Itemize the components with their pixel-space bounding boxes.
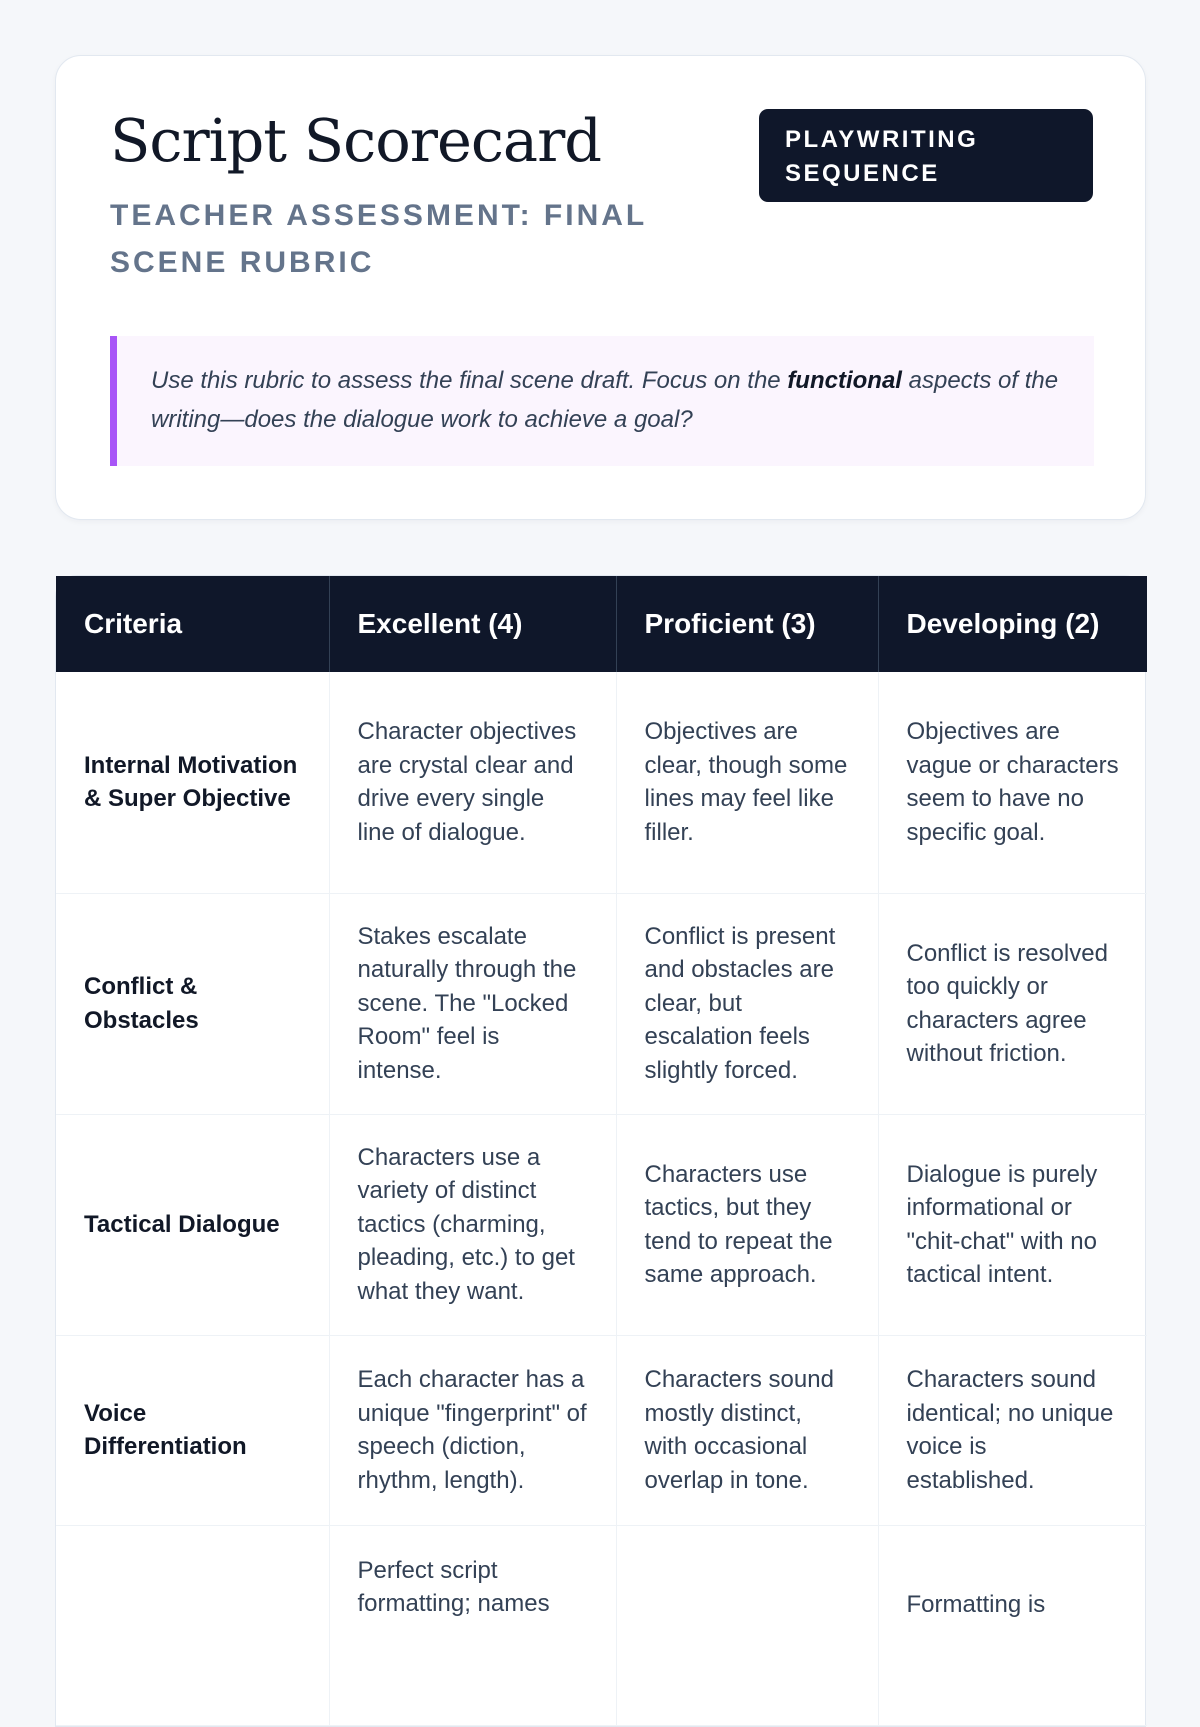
table-row [56,1114,1147,1335]
table-row [56,1335,1147,1525]
table-row [56,893,1147,1114]
note-text-before: Use this rubric to assess the final scene draft. Focus on the [151,367,788,394]
table-row [56,672,1147,893]
proficient-cell: Characters use tactics, but they tend to repeat the same approach. [616,1114,878,1335]
developing-cell: Formatting is [878,1525,1147,1725]
instruction-note [110,336,1094,466]
note-text-after: aspects of the writing—does the dialogue work to achieve a goal? [151,367,1059,433]
column-header-developing: Developing (2) [878,576,1147,672]
developing-cell: Objectives are vague or characters seem to have no specific goal. [878,672,1147,893]
sequence-badge: PLAYWRITING SEQUENCE [759,109,1093,202]
table-row [56,1525,1147,1725]
excellent-cell: Character objectives are crystal clear and drive every single line of dialogue. [329,672,616,893]
column-header-excellent: Excellent (4) [329,576,616,672]
page-subtitle: TEACHER ASSESSMENT: FINAL SCENE RUBRIC [110,199,647,279]
note-emphasis: functional [787,367,902,394]
developing-cell: Conflict is resolved too quickly or characters agree without friction. [878,893,1147,1114]
table-header-row [56,576,1147,672]
criteria-cell [56,1525,329,1725]
proficient-cell: Characters sound mostly distinct, with occasional overlap in tone. [616,1335,878,1525]
criteria-cell: Tactical Dialogue [56,1114,329,1335]
criteria-cell: Internal Motivation & Super Objective [56,672,329,893]
excellent-cell: Each character has a unique "fingerprint" of speech (diction, rhythm, length). [329,1335,616,1525]
excellent-cell: Perfect script formatting; names [329,1525,616,1725]
criteria-cell: Conflict & Obstacles [56,893,329,1114]
developing-cell: Dialogue is purely informational or "chit-chat" with no tactical intent. [878,1114,1147,1335]
column-header-proficient: Proficient (3) [616,576,878,672]
rubric-table [55,575,1146,1727]
header-card [55,55,1146,520]
proficient-cell: Objectives are clear, though some lines may feel like filler. [616,672,878,893]
excellent-cell: Characters use a variety of distinct tactics (charming, pleading, etc.) to get what they want. [329,1114,616,1335]
criteria-cell: Voice Differentiation [56,1335,329,1525]
excellent-cell: Stakes escalate naturally through the scene. The "Locked Room" feel is intense. [329,893,616,1114]
developing-cell: Characters sound identical; no unique voice is established. [878,1335,1147,1525]
proficient-cell: Conflict is present and obstacles are clear, but escalation feels slightly forced. [616,893,878,1114]
page-title: Script Scorecard [110,106,602,175]
column-header-criteria: Criteria [56,576,329,672]
proficient-cell [616,1525,878,1725]
